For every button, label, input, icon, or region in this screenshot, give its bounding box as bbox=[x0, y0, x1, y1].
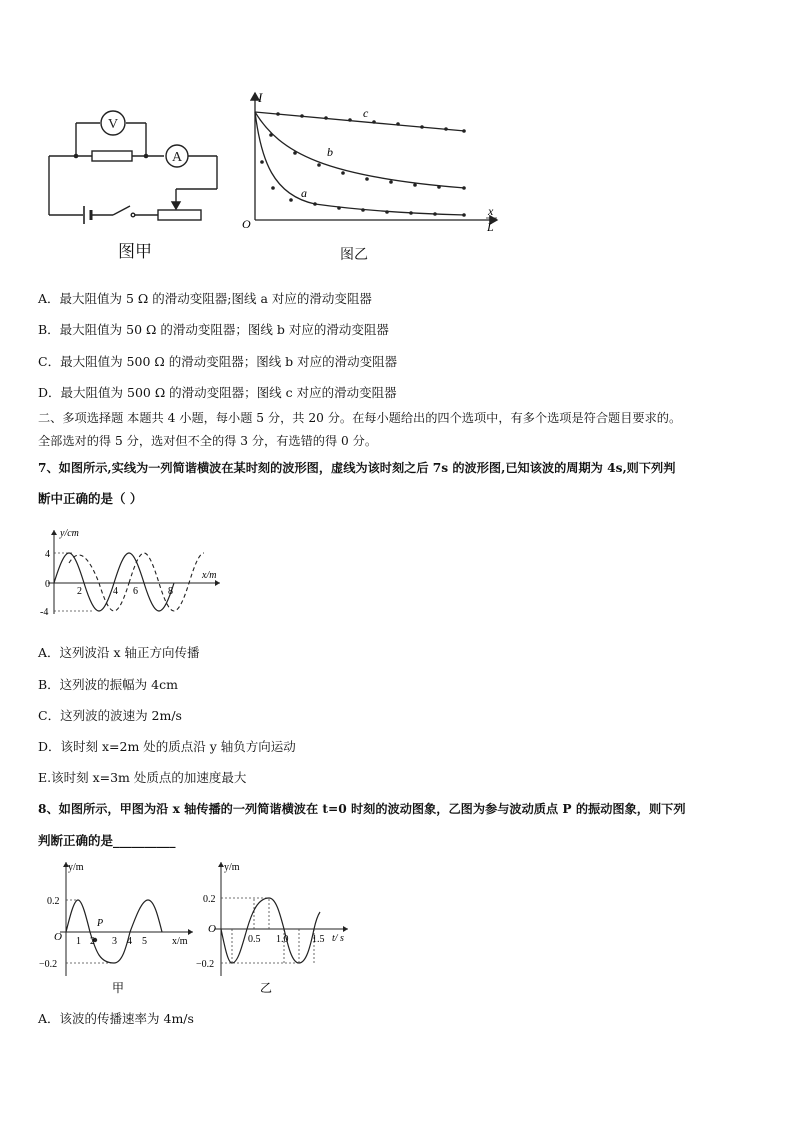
q7-option-d: D．该时刻 x=2m 处的质点沿 y 轴负方向运动 bbox=[38, 739, 296, 754]
jia-xtick-2: 2 bbox=[90, 936, 95, 947]
q7-y-label: y/cm bbox=[60, 528, 79, 539]
jia-ytick-neg: −0.2 bbox=[39, 959, 58, 970]
q7-xtick-8: 8 bbox=[168, 586, 173, 597]
q7-stem-line2: 断中正确的是（ ） bbox=[38, 491, 143, 506]
q7-xtick-6: 6 bbox=[133, 586, 138, 597]
graph-y-label: I bbox=[258, 90, 263, 105]
yi-caption: 乙 bbox=[260, 981, 273, 995]
q7-ytick-neg4: -4 bbox=[40, 607, 49, 618]
q7-xtick-2: 2 bbox=[77, 586, 82, 597]
q8-vibration-figure-yi bbox=[196, 858, 356, 998]
jia-xtick-4: 4 bbox=[127, 936, 132, 947]
jia-caption: 甲 bbox=[112, 981, 125, 995]
q6-option-a: A．最大阻值为 5 Ω 的滑动变阻器;图线 a 对应的滑动变阻器 bbox=[38, 291, 372, 306]
curve-c bbox=[255, 112, 465, 131]
curve-a bbox=[255, 112, 465, 215]
yi-xtick-10: 1.0 bbox=[276, 934, 289, 945]
q6-option-b: B．最大阻值为 50 Ω 的滑动变阻器；图线 b 对应的滑动变阻器 bbox=[38, 322, 389, 337]
current-position-graph bbox=[235, 85, 505, 240]
q8-option-a: A．该波的传播速率为 4m/s bbox=[38, 1011, 194, 1026]
yi-wave bbox=[221, 898, 320, 963]
q7-ytick-0: 0 bbox=[45, 579, 50, 590]
q7-option-e: E.该时刻 x=3m 处质点的加速度最大 bbox=[38, 770, 247, 785]
jia-xtick-5: 5 bbox=[142, 936, 147, 947]
jia-y-label: y/m bbox=[68, 862, 84, 873]
curve-b bbox=[255, 112, 465, 188]
graph-x-label-den: L bbox=[487, 220, 494, 234]
section2-line1: 二、多项选择题 本题共 4 小题，每小题 5 分，共 20 分。在每小题给出的四个选项中，有多个选项是符合题目要求的。 bbox=[38, 411, 682, 425]
figure-caption-yi-top: 图乙 bbox=[340, 247, 368, 263]
yi-y-label: y/m bbox=[224, 862, 240, 873]
yi-xtick-05: 0.5 bbox=[248, 934, 261, 945]
jia-x-label: x/m bbox=[172, 936, 188, 947]
section2-line2: 全部选对的得 5 分，选对但不全的得 3 分，有选错的得 0 分。 bbox=[38, 434, 378, 448]
q7-stem-line1: 7、如图所示,实线为一列简谐横波在某时刻的波形图，虚线为该时刻之后 7s 的波形图,已知该波的周期为 4s,则下列判 bbox=[38, 461, 676, 475]
jia-ytick-pos: 0.2 bbox=[47, 896, 60, 907]
q7-option-a: A．这列波沿 x 轴正方向传播 bbox=[38, 645, 200, 660]
q7-xtick-4: 4 bbox=[113, 586, 118, 597]
jia-xtick-1: 1 bbox=[76, 936, 81, 947]
q7-x-label: x/m bbox=[202, 570, 217, 581]
jia-origin: O bbox=[54, 931, 62, 943]
q8-wave-figure-jia bbox=[38, 858, 198, 998]
yi-xtick-15: 1.5 bbox=[312, 934, 325, 945]
curve-label-a: a bbox=[301, 186, 307, 200]
q8-stem-line1: 8、如图所示，甲图为沿 x 轴传播的一列简谐横波在 t=0 时刻的波动图象，乙图为参与波动质点 P 的振动图象，则下列 bbox=[38, 802, 686, 816]
yi-x-label: t/ s bbox=[332, 933, 344, 944]
q8-stem-line2: 判断正确的是__________ bbox=[38, 833, 176, 848]
curve-label-c: c bbox=[363, 106, 369, 120]
curve-label-b: b bbox=[327, 145, 333, 159]
jia-xtick-3: 3 bbox=[112, 936, 117, 947]
solid-wave bbox=[54, 553, 174, 611]
voltmeter-symbol: V bbox=[107, 117, 119, 132]
yi-ytick-pos: 0.2 bbox=[203, 894, 216, 905]
q7-ytick-4: 4 bbox=[45, 549, 50, 560]
ammeter-symbol: A bbox=[171, 150, 183, 165]
q6-option-d: D．最大阻值为 500 Ω 的滑动变阻器；图线 c 对应的滑动变阻器 bbox=[38, 385, 397, 400]
jia-point-label: P bbox=[97, 918, 104, 929]
figure-caption-jia-top: 图甲 bbox=[118, 242, 152, 262]
q7-wave-figure bbox=[30, 522, 230, 622]
yi-origin: O bbox=[208, 923, 216, 935]
q6-option-c: C．最大阻值为 500 Ω 的滑动变阻器；图线 b 对应的滑动变阻器 bbox=[38, 354, 398, 369]
yi-ytick-neg: −0.2 bbox=[196, 959, 215, 970]
graph-x-label-num: x bbox=[488, 204, 494, 218]
q7-option-b: B．这列波的振幅为 4cm bbox=[38, 677, 178, 692]
graph-origin: O bbox=[242, 217, 251, 231]
q7-option-c: C．这列波的波速为 2m/s bbox=[38, 708, 182, 723]
